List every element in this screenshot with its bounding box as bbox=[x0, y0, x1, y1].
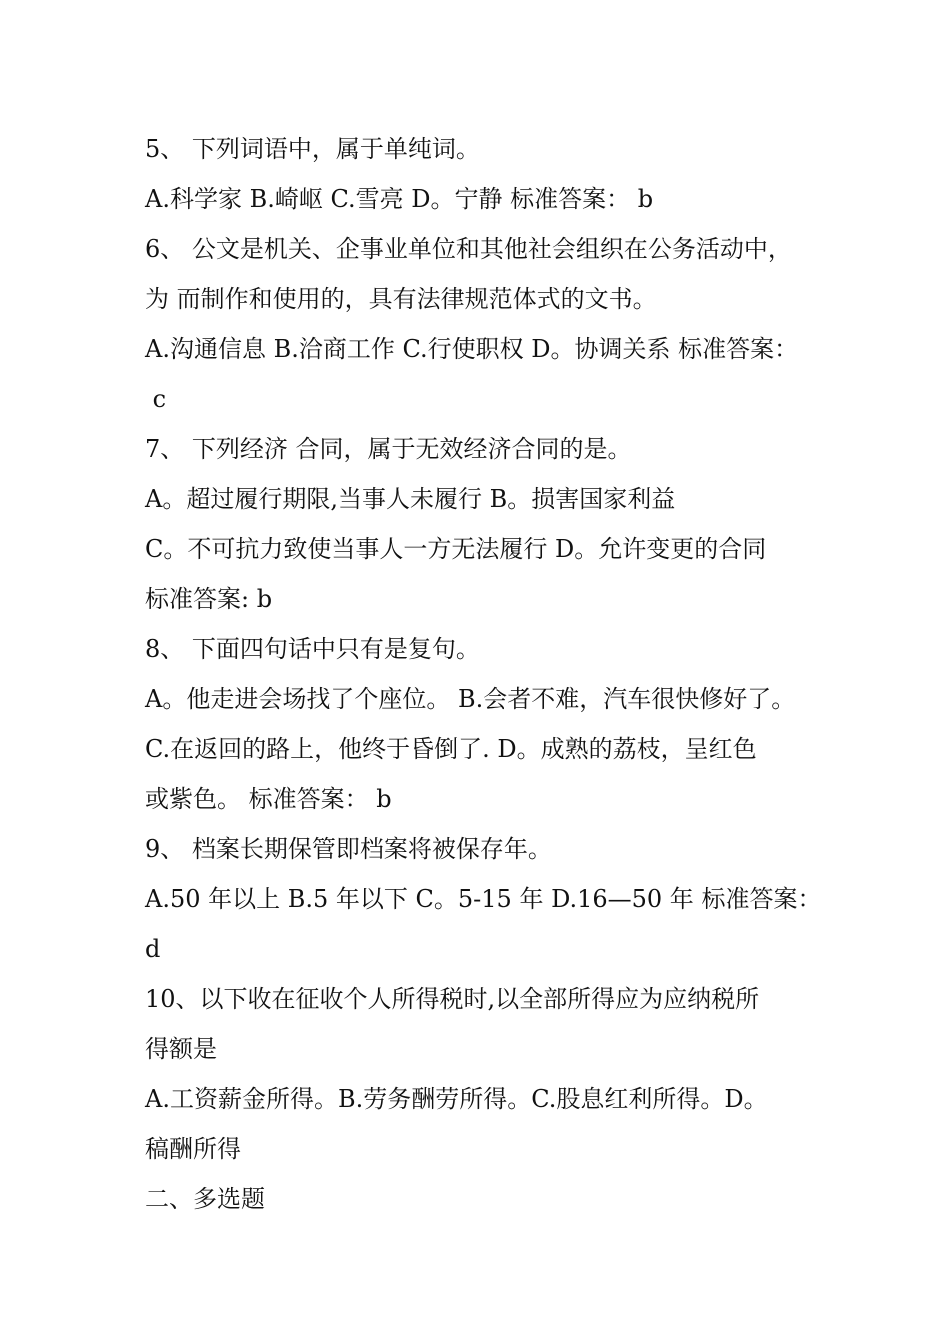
question-6-stem-cont: 为 而制作和使用的，具有法律规范体式的文书。 bbox=[145, 285, 657, 313]
question-8-options-ab: A。他走进会场找了个座位。 B.会者不难，汽车很快修好了。 bbox=[145, 685, 796, 713]
question-8-options-cd: C.在返回的路上，他终于昏倒了. D。成熟的荔枝，呈红色 bbox=[145, 735, 757, 763]
document-body bbox=[145, 124, 835, 1224]
question-7-options-ab: A。超过履行期限,当事人未履行 B。损害国家利益 bbox=[145, 485, 676, 513]
question-5-options: A.科学家 B.崎岖 C.雪亮 D。宁静 标准答案： b bbox=[145, 185, 654, 213]
question-9-answer: d bbox=[145, 935, 161, 963]
question-8-stem: 8、 下面四句话中只有是复句。 bbox=[145, 635, 480, 663]
question-6-options: A.沟通信息 B.洽商工作 C.行使职权 D。协调关系 标准答案： bbox=[145, 335, 799, 363]
question-7-options-cd: C。不可抗力致使当事人一方无法履行 D。允许变更的合同 bbox=[145, 535, 767, 563]
question-10-stem-cont: 得额是 bbox=[145, 1035, 217, 1063]
section-heading-multiple-choice: 二、多选题 bbox=[145, 1185, 265, 1213]
question-8-answer: 或紫色。 标准答案： b bbox=[145, 785, 392, 813]
question-9-stem: 9、 档案长期保管即档案将被保存年。 bbox=[145, 835, 552, 863]
question-6-answer: c bbox=[145, 385, 167, 413]
question-10-options: A.工资薪金所得。B.劳务酬劳所得。C.股息红利所得。D。 bbox=[145, 1085, 768, 1113]
question-7-stem: 7、 下列经济 合同，属于无效经济合同的是。 bbox=[145, 435, 632, 463]
question-5-stem: 5、 下列词语中，属于单纯词。 bbox=[145, 135, 480, 163]
question-6-stem: 6、 公文是机关、企事业单位和其他社会组织在公务活动中， bbox=[145, 235, 792, 263]
question-10-stem: 10、以下收在征收个人所得税时,以全部所得应为应纳税所 bbox=[145, 985, 760, 1013]
question-7-answer: 标准答案: b bbox=[145, 585, 273, 613]
question-10-options-cont: 稿酬所得 bbox=[145, 1135, 241, 1163]
question-9-options: A.50 年以上 B.5 年以下 C。5-15 年 D.16—50 年 标准答案： bbox=[145, 885, 822, 913]
